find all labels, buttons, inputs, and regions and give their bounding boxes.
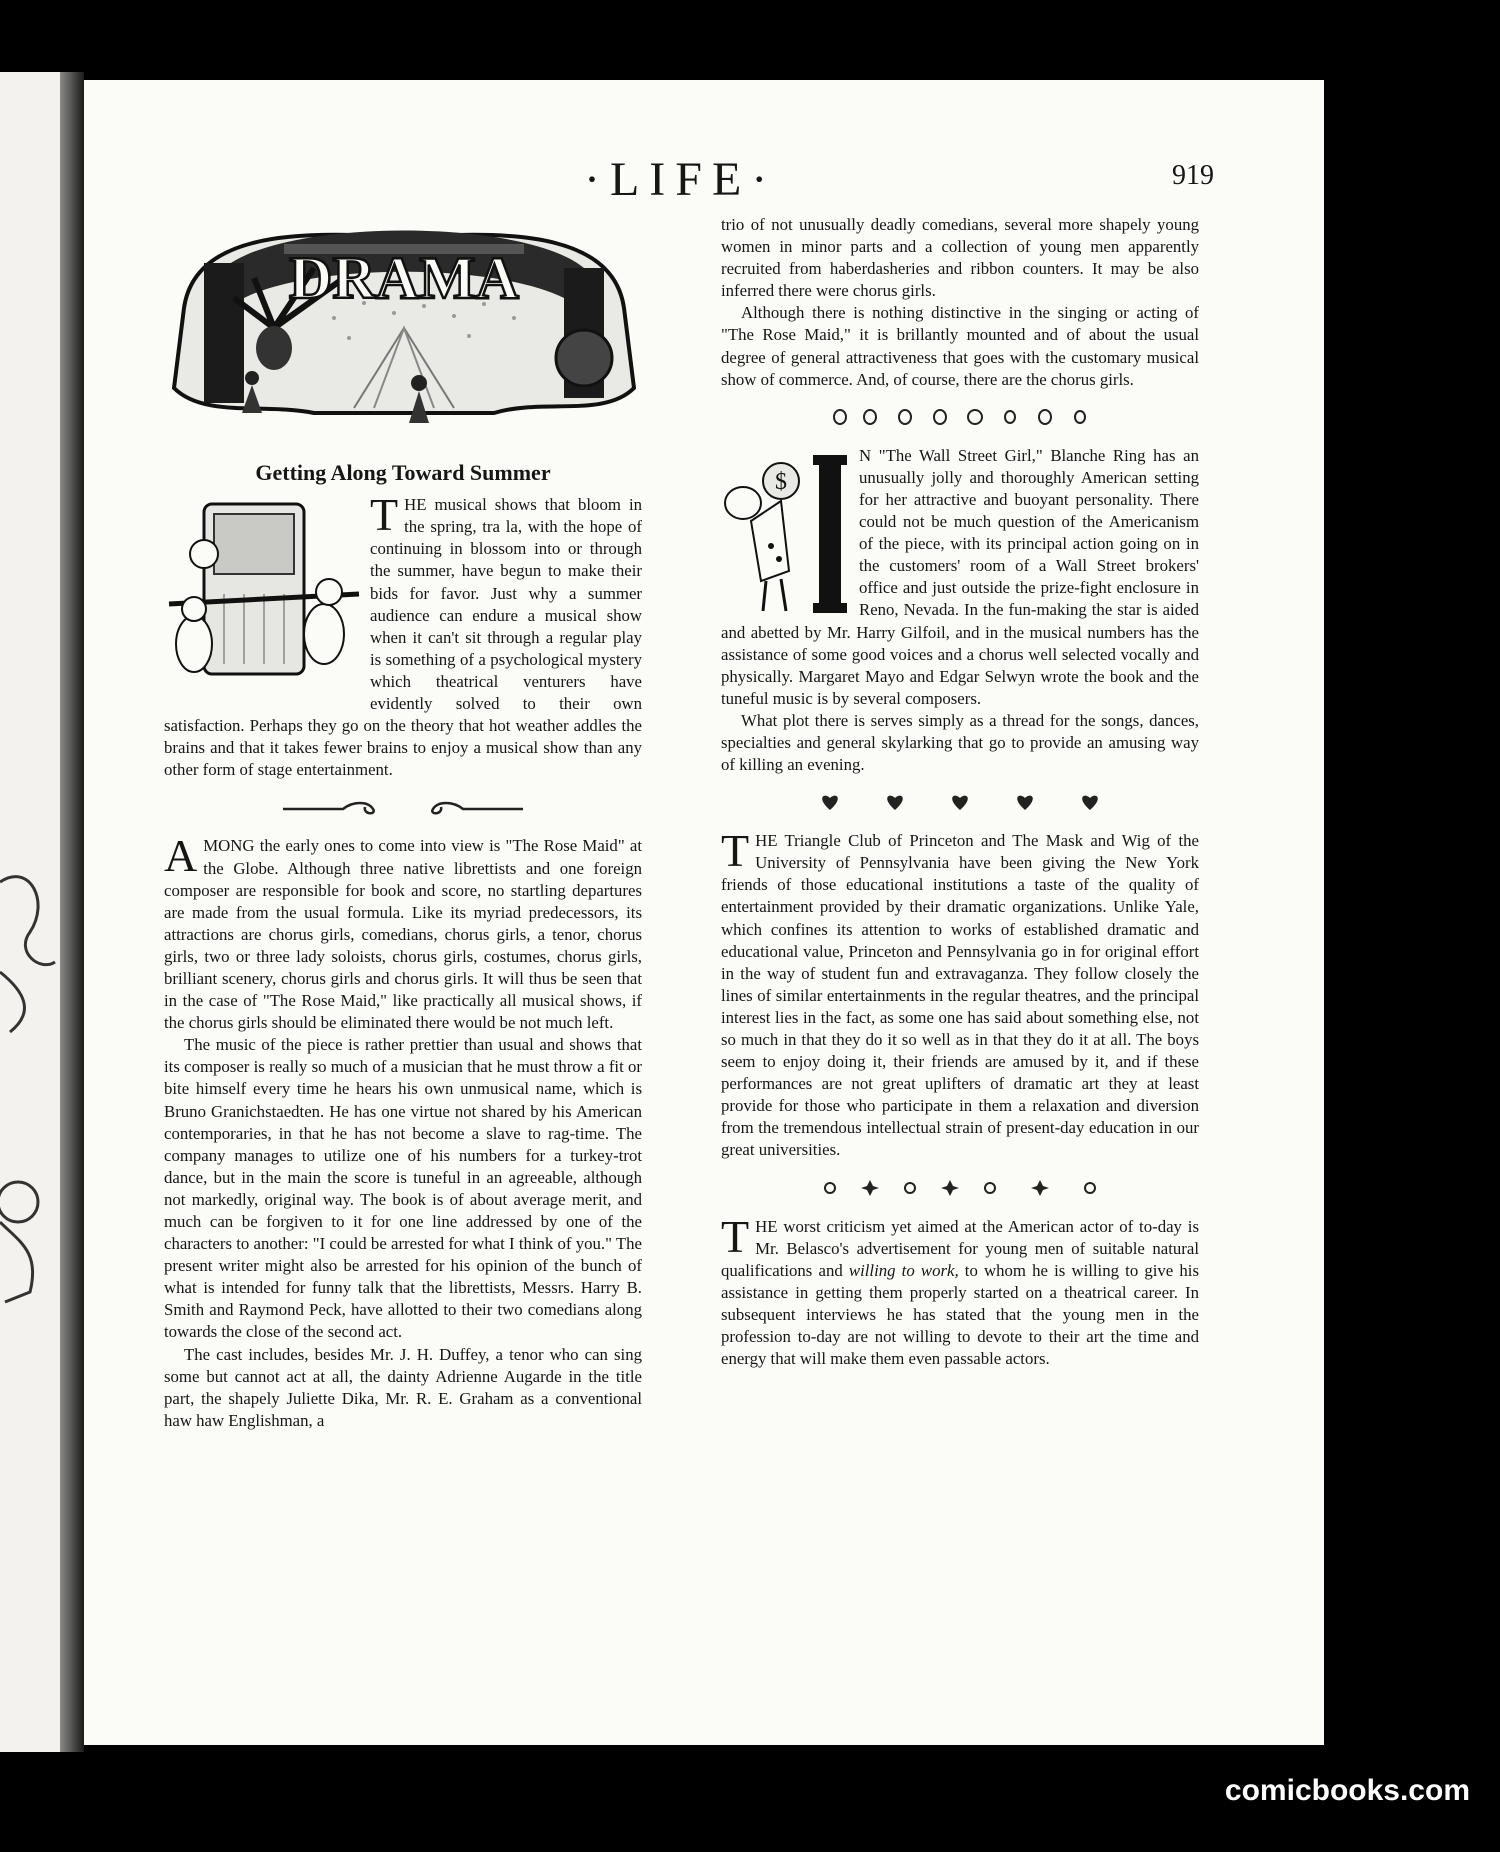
star-ornament-icon (815, 1178, 1105, 1198)
drop-cap: T (370, 489, 399, 541)
page-number: 919 (1172, 160, 1214, 191)
paragraph-text: HE musical shows that bloom in the spring, tra la, with the hope of continuing in blossom into or through the summer, have begun to make their bids for favor. Just why a summer audience can endure a musical show when it can't sit through a regular play is something of a psychological mystery which theatrical venturers have evidently solved to their own satisfaction. Perhaps they go on the theory that hot weather addles the brains and that it takes fewer brains to enjoy a musical show than any other form of stage entertainment. (164, 495, 642, 780)
drop-cap: A (164, 830, 198, 882)
circle-ornament-icon (830, 407, 1090, 427)
paragraph-text: N "The Wall Street Girl," Blanche Ring has an unusually jolly and thoroughly American setting for her attractive and buoyant personality. There could not be much question of the Americanism of the piece, with its principal action going on in the customers' room of a Wall Street brokers' office and just outside the prize-fight enclosure in Reno, Nevada. In the fun-making the star is aided and abetted by Mr. Harry Gilfoil, and in the musical numbers has the assistance of some good voices and a chorus well selected vocally and physically. Margaret Mayo and Edgar Selwyn wrote the book and the tuneful music is by several composers. (721, 445, 1199, 708)
left-column (164, 208, 642, 1432)
cherubs-carrying-piano-illustration (164, 494, 362, 694)
drop-cap: T (721, 825, 750, 877)
section-divider (721, 1178, 1199, 1198)
section-divider (721, 792, 1199, 812)
magazine-page (84, 80, 1324, 1745)
svg-text:$: $ (775, 468, 787, 495)
paragraph: trio of not unusually deadly comedians, several more shapely young women in minor parts and a collection of young men apparently recruited from haberdasheries and ribbon counters. It may be also inferred there were chorus girls. (721, 215, 1199, 301)
paragraph: The cast includes, besides Mr. J. H. Duffey, a tenor who can sing some but cannot act at all, the dainty Adrienne Augarde in the title part, the shapely Juliette Dika, Mr. R. E. Graham as a conventional haw haw Englishman, a (164, 1344, 642, 1430)
right-column (721, 214, 1199, 1370)
masthead: ·LIFE· (584, 153, 778, 206)
paragraph: What plot there is serves simply as a thread for the songs, dances, specialties and general skylarking that go to provide an amusing way of killing an evening. (721, 710, 1199, 775)
swirl-ornament-icon (273, 797, 533, 817)
section-divider (164, 797, 642, 817)
emphasis-text: willing to work, (848, 1260, 959, 1280)
section-divider (721, 407, 1199, 427)
paragraph-text: to whom he is willing to give his assistance in getting them properly started on a theatrical career. In subsequent interviews he has stated that the young men in the profession to-day are not willing to devote to their art the time and energy that will make them even passable actors. (721, 1260, 1199, 1369)
paragraph (721, 445, 1199, 710)
paragraph: Although there is nothing distinctive in the singing or acting of "The Rose Maid," it is brillantly mounted and of about the usual degree of general attractiveness that goes with the customary musical show of commerce. And, of course, there are the chorus girls. (721, 303, 1199, 389)
drama-banner-illustration (164, 208, 642, 448)
watermark: comicbooks.com (1224, 1774, 1470, 1807)
wall-street-girl-initial-illustration (721, 451, 849, 619)
paragraph: The music of the piece is rather prettier than usual and shows that its composer is really so much of a musician that he must throw a fit or bite himself every time he hears his own unmusical name, which is Bruno Granichstaedten. He has one virtue not shared by his American contemporaries, in that he has not become a slave to rag-time. The company manages to utilize one of his numbers for a turkey-trot dance, but in the main the score is tuneful in an agreeable, although not markedly, original way. The book is of about average merit, and much can be forgiven to it for one line addressed by one of the characters to another: "I could be arrested for what I think of you." The present writer might also be arrested for his opinion of the bunch of what is intended for funny talk that the librettists, Messrs. Harry B. Smith and Raymond Peck, have allotted to their two comedians along towards the close of the second act. (164, 1035, 642, 1342)
article-title: Getting Along Toward Summer (255, 460, 551, 486)
page-header (84, 152, 1324, 212)
paragraph-text: HE Triangle Club of Princeton and The Mask and Wig of the University of Pennsylvania have been giving the New York friends of those educational institutions a taste of the quality of entertainment provided by their dramatic organizations. Unlike Yale, which confines its attention to works of established dramatic and educational value, Princeton and Pennsylvania go in for original effort in the way of student fun and extravaganza. They follow closely the lines of similar entertainments in the regular theatres, and the principal interest lies in the fact, as some one has said about something else, not so much in that they do it so well as in that they do it at all. The boys seem to enjoy doing it, their friends are amused by it, and if these performances are not great uplifters of dramatic art they at least provide for those who participate in them a relaxation and diversion from the tremendous intellectual strain of present-day education in our great universities. (721, 831, 1199, 1160)
paragraph (721, 1210, 1199, 1371)
heart-ornament-icon (810, 792, 1110, 812)
drop-cap: T (721, 1210, 750, 1262)
facing-page-figure (0, 822, 60, 1522)
paragraph (721, 825, 1199, 1161)
drama-banner-word: DRAMA (289, 245, 519, 311)
gutter-shadow (60, 72, 84, 1752)
paragraph-text: MONG the early ones to come into view is "The Rose Maid" at the Globe. Although three native librettists and one foreign composer are responsible for book and score, no startling departures are made from the usual formula. Like its myriad predecessors, its attractions are chorus girls, comedians, chorus girls, a tenor, chorus girls, two or three lady soloists, chorus girls, costumes, chorus girls, brilliant scenery, chorus girls and chorus girls. It will thus be seen that in the case of "The Rose Maid," like practically all musical shows, if the chorus girls should be eliminated there would be not much left. (164, 836, 642, 1033)
paragraph (164, 830, 642, 1034)
paragraph-text: HE worst criticism yet aimed at the American actor of to-day is Mr. Belasco's advertisement for young men of suitable natural qualifications and (721, 1216, 1199, 1280)
facing-page-edge (0, 72, 60, 1752)
paragraph (164, 489, 642, 781)
